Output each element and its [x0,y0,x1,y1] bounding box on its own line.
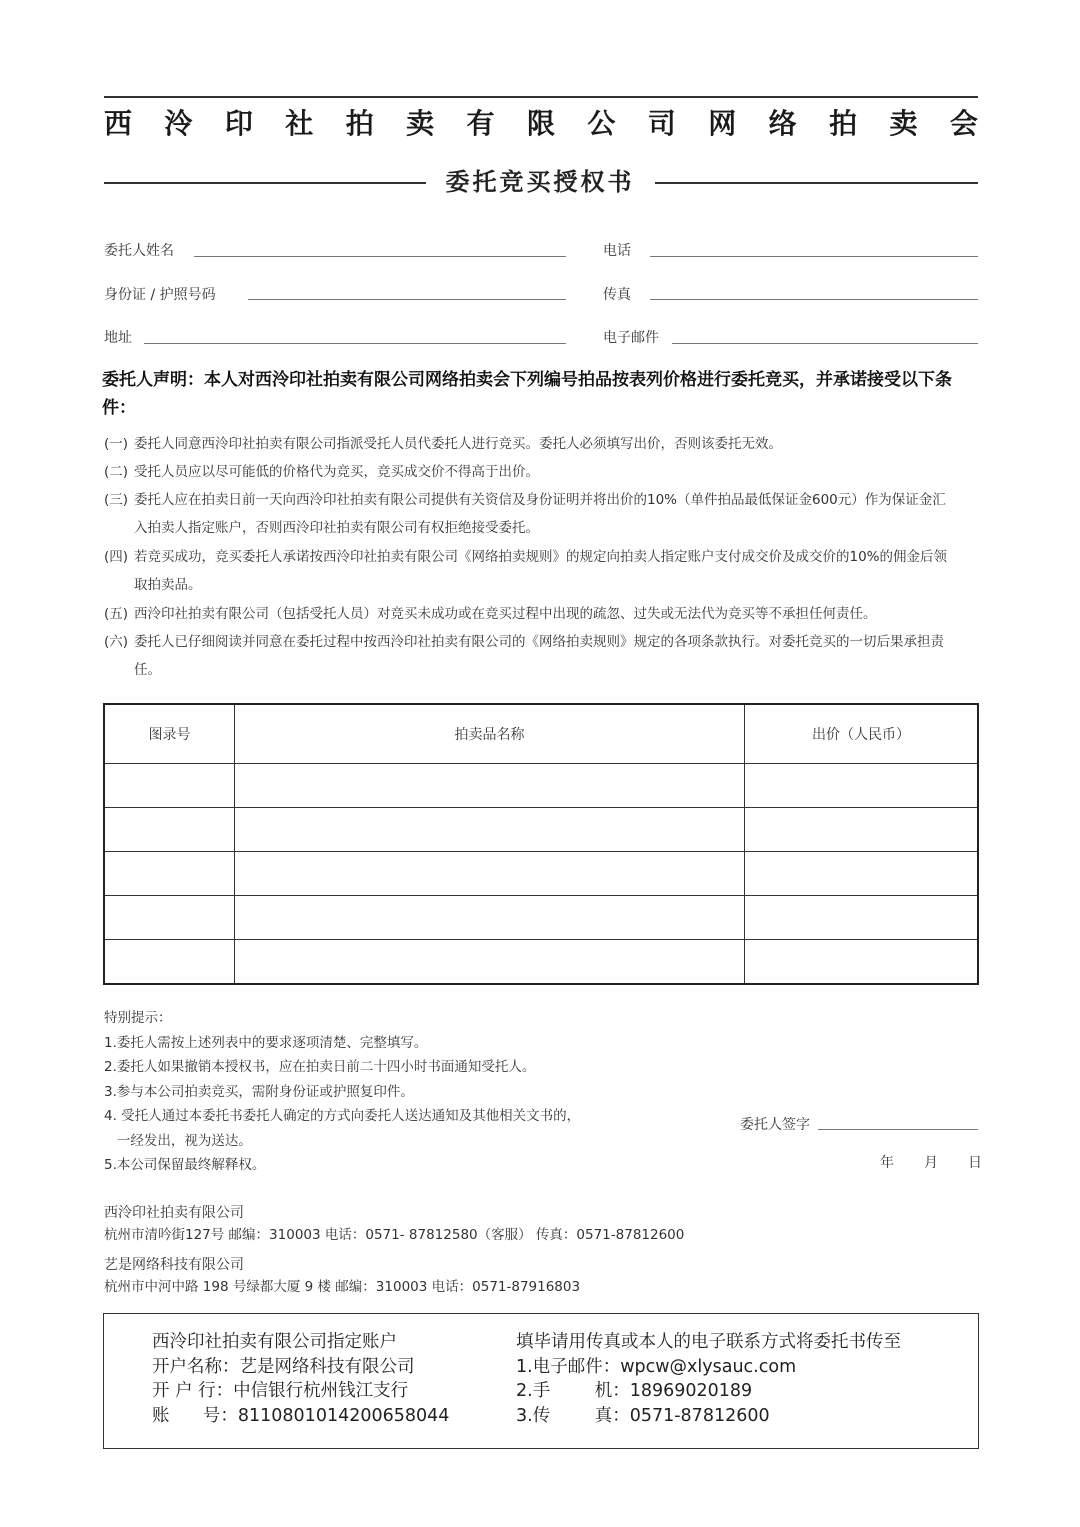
signature-label: 委托人签字 [740,1117,810,1133]
contact-title: 填毕请用传真或本人的电子联系方式将委托书传至 [516,1332,901,1352]
notes-title: 特别提示： [104,1010,172,1026]
note-item: 一经发出，视为送达。 [104,1132,252,1149]
id-field[interactable] [248,299,566,300]
price-cell[interactable] [745,808,979,852]
title-char: 泠 [164,107,193,140]
table-row [104,764,978,808]
address-label: 地址 [104,330,132,346]
clause-item [104,600,984,628]
title-char: 限 [526,107,555,140]
subtitle-wrap [0,162,1080,202]
lot-cell[interactable] [104,764,235,808]
note-item: 5.本公司保留最终解释权。 [104,1157,266,1173]
company-address: 杭州市清吟街127号 邮编：310003 电话：0571- 87812580（客服） 传真：0571-87812600 [104,1227,685,1243]
table-row [104,808,978,852]
title-char: 网 [708,107,737,140]
clause-text-cont: 取拍卖品。 [134,577,202,593]
title-char: 卖 [406,107,435,140]
clause-number: (六) [104,634,129,650]
top-rule [104,96,978,98]
contact-line: 3.传 真：0571-87812600 [516,1405,770,1426]
lot-cell[interactable] [104,940,235,985]
title-char: 会 [949,107,978,140]
contact-line: 1.电子邮件：wpcw@xlysauc.com [516,1356,797,1377]
price-cell[interactable] [745,852,979,896]
company-name: 西泠印社拍卖有限公司 [104,1205,244,1221]
table-row [104,852,978,896]
declaration: 委托人声明：本人对西泠印社拍卖有限公司网络拍卖会下列编号拍品按表列价格进行委托竞买，并承诺接受以下条件： [102,370,952,418]
item-cell[interactable] [235,764,745,808]
phone-field[interactable] [650,256,978,257]
clause-number: (五) [104,606,129,622]
email-label: 电子邮件 [603,330,659,346]
title-char: 社 [285,107,314,140]
company-info [104,1202,684,1246]
account-line: 账 号：8110801014200658044 [152,1405,450,1426]
item-cell[interactable] [235,808,745,852]
clause-item [104,458,984,486]
price-cell[interactable] [745,940,979,985]
clause-number: (四) [104,549,129,565]
title-char: 西 [104,107,133,140]
item-cell[interactable] [235,852,745,896]
title-char: 拍 [345,107,374,140]
document-subtitle: 委托竞买授权书 [426,168,655,196]
fax-field[interactable] [650,299,978,300]
clause-number: (一) [104,436,129,452]
item-cell[interactable] [235,940,745,985]
signature-field[interactable] [818,1129,978,1130]
table-row [104,896,978,940]
clause-text: 若竞买成功，竞买委托人承诺按西泠印社拍卖有限公司《网络拍卖规则》的规定向拍卖人指定账户支付成交价及成交价的10%的佣金后领 [134,549,948,565]
account-details [152,1330,449,1428]
title-char: 司 [647,107,676,140]
title-char: 拍 [829,107,858,140]
lot-cell[interactable] [104,808,235,852]
clause-item [104,543,984,599]
item-cell[interactable] [235,896,745,940]
account-box [103,1313,979,1449]
lot-cell[interactable] [104,852,235,896]
day-label: 日 [968,1155,982,1171]
column-header-item: 拍卖品名称 [235,704,745,764]
column-header-lot: 图录号 [104,704,235,764]
company-name: 艺是网络科技有限公司 [104,1257,244,1273]
clause-item [104,486,984,542]
title-char: 有 [466,107,495,140]
address-field[interactable] [144,343,566,344]
contact-line: 2.手 机：18969020189 [516,1381,753,1401]
notes-section [104,1006,580,1178]
title-char: 络 [768,107,797,140]
clause-number: (三) [104,492,129,508]
account-line: 开户名称：艺是网络科技有限公司 [152,1356,415,1377]
email-field[interactable] [672,343,978,344]
title-char: 印 [224,107,253,140]
clause-text-cont: 入拍卖人指定账户，否则西泠印社拍卖有限公司有权拒绝接受委托。 [134,520,539,536]
name-label: 委托人姓名 [104,243,174,259]
note-item: 1.委托人需按上述列表中的要求逐项清楚、完整填写。 [104,1034,428,1051]
clause-item [104,430,984,458]
id-label: 身份证 / 护照号码 [104,287,216,303]
signature-date [880,1152,982,1172]
name-field[interactable] [194,256,566,257]
clause-text: 西泠印社拍卖有限公司（包括受托人员）对竞买未成功或在竞买过程中出现的疏忽、过失或无法代为竞买等不承担任何责任。 [134,606,877,622]
phone-label: 电话 [603,243,631,259]
price-cell[interactable] [745,896,979,940]
clause-text: 委托人应在拍卖日前一天向西泠印社拍卖有限公司提供有关资信及身份证明并将出价的10%（单件拍品最低保证金600元）作为保证金汇 [134,492,946,508]
clause-text: 受托人员应以尽可能低的价格代为竞买，竞买成交价不得高于出价。 [134,464,539,480]
bid-table [103,703,979,985]
clause-text: 委托人同意西泠印社拍卖有限公司指派受托人员代委托人进行竞买。委托人必须填写出价，否则该委托无效。 [134,436,782,452]
clause-number: (二) [104,464,129,480]
account-title: 西泠印社拍卖有限公司指定账户 [152,1332,397,1352]
table-row [104,940,978,985]
company-info [104,1254,580,1298]
account-line: 开 户 行：中信银行杭州钱江支行 [152,1381,409,1401]
contact-details [516,1330,901,1428]
lot-cell[interactable] [104,896,235,940]
clause-text: 委托人已仔细阅读并同意在委托过程中按西泠印社拍卖有限公司的《网络拍卖规则》规定的各项条款执行。对委托竞买的一切后果承担责 [134,634,944,650]
note-item: 3.参与本公司拍卖竞买，需附身份证或护照复印件。 [104,1083,414,1100]
year-label: 年 [880,1155,894,1171]
table-header-row [104,704,978,764]
fax-label: 传真 [603,287,631,303]
clause-item [104,628,984,684]
page-title [104,104,978,144]
company-address: 杭州市中河中路 198 号绿都大厦 9 楼 邮编：310003 电话：0571-87916803 [104,1279,581,1295]
month-label: 月 [924,1155,938,1171]
clause-text-cont: 任。 [134,662,161,678]
title-char: 卖 [889,107,918,140]
column-header-price: 出价（人民币） [745,704,979,764]
price-cell[interactable] [745,764,979,808]
title-char: 公 [587,107,616,140]
note-item: 4. 受托人通过本委托书委托人确定的方式向委托人送达通知及其他相关文书的， [104,1108,581,1124]
note-item: 2.委托人如果撤销本授权书，应在拍卖日前二十四小时书面通知受托人。 [104,1059,536,1075]
